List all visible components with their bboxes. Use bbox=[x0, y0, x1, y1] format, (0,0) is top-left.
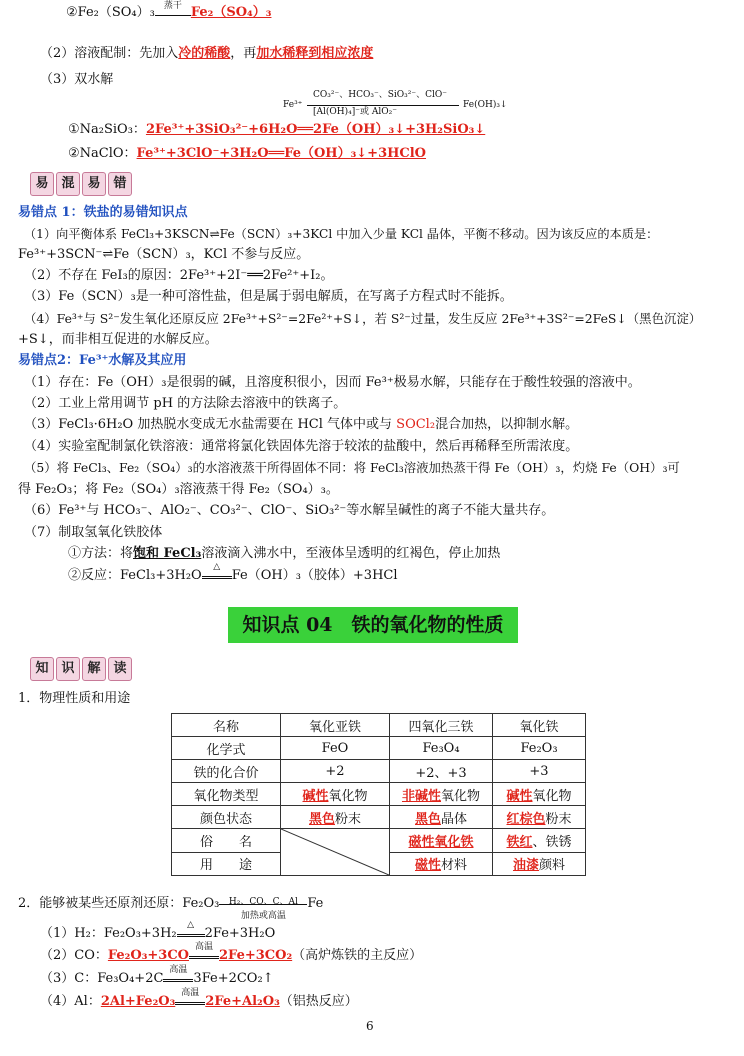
oxide-table bbox=[171, 713, 586, 876]
error2-item6: （6）Fe³⁺与 HCO₃⁻、AlO₂⁻、CO₃²⁻、ClO⁻、SiO₃²⁻等水解呈碱性的离子不能大量共存。 bbox=[24, 503, 555, 518]
table-cell: 碱性氧化物 bbox=[493, 783, 586, 806]
table-cell: 碱性氧化物 bbox=[281, 783, 390, 806]
table-cell: 颜色状态 bbox=[172, 806, 281, 829]
error-point-2-title: 易错点2：Fe³⁺水解及其应用 bbox=[18, 353, 187, 368]
table-row bbox=[172, 806, 586, 829]
line-solution-prep: （2）溶液配制：先加入冷的稀酸，再加水稀释到相应浓度 bbox=[40, 46, 374, 61]
tag-char: 易 bbox=[82, 172, 106, 196]
tag-char: 错 bbox=[108, 172, 132, 196]
error1-item2: （2）不存在 FeI₃的原因：2Fe³⁺+2I⁻══2Fe²⁺+I₂。 bbox=[24, 268, 334, 283]
colloid-method: ①方法：将饱和 FeCl₃溶液滴入沸水中，至液体呈透明的红褐色，停止加热 bbox=[68, 546, 501, 561]
error2-item1: （1）存在：Fe（OH）₃是很弱的碱，且溶度积很小，因而 Fe³⁺极易水解，只能存在于酸性较强的溶液中。 bbox=[24, 375, 641, 390]
table-cell: +2、+3 bbox=[390, 760, 493, 783]
table-cell: 俗 名 bbox=[172, 829, 281, 853]
page-number: 6 bbox=[366, 1019, 374, 1033]
reaction-h2: （1）H₂：Fe₂O₃+3H₂ △ 2Fe+3H₂O bbox=[40, 920, 276, 941]
error1-item3: （3）Fe（SCN）₃是一种可溶性盐，但是属于弱电解质，在写离子方程式时不能拆。 bbox=[24, 289, 513, 304]
table-cell: 铁的化合价 bbox=[172, 760, 281, 783]
table-row bbox=[172, 829, 586, 853]
table-cell: 用 途 bbox=[172, 852, 281, 876]
table-row bbox=[172, 783, 586, 806]
line-fe2so43: ②Fe₂（SO₄）₃ 蒸干 Fe₂（SO₄）₃ bbox=[66, 1, 272, 20]
reaction-al: （4）Al：2Al+Fe₂O₃ 高温 2Fe+Al₂O₃（铝热反应） bbox=[40, 988, 358, 1009]
line-double-hydrolysis: （3）双水解 bbox=[40, 72, 114, 87]
table-header bbox=[172, 714, 586, 737]
tag-char: 知 bbox=[30, 657, 54, 681]
physical-props-heading: 1．物理性质和用途 bbox=[18, 691, 131, 706]
table-cell: Fe₂O₃ bbox=[493, 737, 586, 760]
table-cell: 四氧化三铁 bbox=[390, 714, 493, 737]
line-na2sio3: ①Na₂SiO₃：2Fe³⁺+3SiO₃²⁻+6H₂O══2Fe（OH）₃↓+3H₂SiO₃↓ bbox=[68, 122, 486, 137]
table-cell: 磁性材料 bbox=[390, 852, 493, 876]
diagonal-cell bbox=[281, 829, 390, 876]
table-cell: 氧化亚铁 bbox=[281, 714, 390, 737]
diagonal-line bbox=[281, 829, 389, 875]
section-title: 知识点 04 铁的氧化物的性质 bbox=[228, 607, 518, 643]
error2-item5: （5）将 FeCl₃、Fe₂（SO₄）₃的水溶液蒸干所得固体不同：将 FeCl₃溶液加热蒸干得 Fe（OH）₃，灼烧 Fe（OH）₃可 bbox=[24, 460, 680, 475]
tag-char: 识 bbox=[56, 657, 80, 681]
table-cell: 氧化物类型 bbox=[172, 783, 281, 806]
error1-item1: （1）向平衡体系 FeCl₃+3KSCN⇌Fe（SCN）₃+3KCl 中加入少量 KCl 晶体，平衡不移动。因为该反应的本质是： bbox=[24, 227, 659, 241]
error2-item7: （7）制取氢氧化铁胶体 bbox=[24, 525, 163, 540]
reduction-heading: 2．能够被某些还原剂还原：Fe₂O₃ H₂、CO、C、Al 加热或高温 Fe bbox=[18, 896, 324, 921]
colloid-reaction: ②反应：FeCl₃+3H₂O △ Fe（OH）₃（胶体）+3HCl bbox=[68, 562, 398, 583]
knowledge-tag bbox=[30, 657, 132, 681]
table-cell: FeO bbox=[281, 737, 390, 760]
error1-item4: （4）Fe³⁺与 S²⁻发生氧化还原反应 2Fe³⁺+S²⁻=2Fe²⁺+S↓，若 S²⁻过量，发生反应 2Fe³⁺+3S²⁻=2FeS↓（黑色沉淀） bbox=[24, 311, 702, 326]
error-point-1-title: 易错点 1：铁盐的易错知识点 bbox=[18, 205, 188, 220]
tag-char: 易 bbox=[30, 172, 54, 196]
table-cell: Fe₃O₄ bbox=[390, 737, 493, 760]
table-cell: 非碱性氧化物 bbox=[390, 783, 493, 806]
table-cell: 黑色粉末 bbox=[281, 806, 390, 829]
table-cell: 化学式 bbox=[172, 737, 281, 760]
table-cell: 氧化铁 bbox=[493, 714, 586, 737]
table-row bbox=[172, 760, 586, 783]
error2-item4: （4）实验室配制氯化铁溶液：通常将氯化铁固体先溶于较浓的盐酸中，然后再稀释至所需浓度。 bbox=[24, 439, 579, 454]
table-cell: 红棕色粉末 bbox=[493, 806, 586, 829]
table-cell: 黑色晶体 bbox=[390, 806, 493, 829]
reaction-c: （3）C：Fe₃O₄+2C 高温 3Fe+2CO₂↑ bbox=[40, 965, 274, 986]
error2-item5-cont: 得 Fe₂O₃；将 Fe₂（SO₄）₃溶液蒸干得 Fe₂（SO₄）₃。 bbox=[18, 482, 339, 497]
reaction-co: （2）CO：Fe₂O₃+3CO 高温 2Fe+3CO₂（高炉炼铁的主反应） bbox=[40, 942, 423, 963]
table-cell: +3 bbox=[493, 760, 586, 783]
error2-item2: （2）工业上常用调节 pH 的方法除去溶液中的铁离子。 bbox=[24, 396, 347, 411]
table-cell: 名称 bbox=[172, 714, 281, 737]
error1-item1-cont: Fe³⁺+3SCN⁻⇌Fe（SCN）₃，KCl 不参与反应。 bbox=[18, 247, 310, 262]
table-cell: 油漆颜料 bbox=[493, 852, 586, 876]
tag-char: 解 bbox=[82, 657, 106, 681]
tag-char: 读 bbox=[108, 657, 132, 681]
error1-item4-cont: +S↓，而非相互促进的水解反应。 bbox=[18, 332, 218, 347]
table-cell: 铁红、铁锈 bbox=[493, 829, 586, 853]
table-cell: 磁性氧化铁 bbox=[390, 829, 493, 853]
line-naclo: ②NaClO：Fe³⁺+3ClO⁻+3H₂O══Fe（OH）₃↓+3HClO bbox=[68, 146, 427, 161]
easy-wrong-tag bbox=[30, 172, 132, 196]
tag-char: 混 bbox=[56, 172, 80, 196]
table-cell: +2 bbox=[281, 760, 390, 783]
error2-item3: （3）FeCl₃·6H₂O 加热脱水变成无水盐需要在 HCl 气体中或与 SOCl₂混合加热，以抑制水解。 bbox=[24, 417, 579, 432]
table-row bbox=[172, 737, 586, 760]
